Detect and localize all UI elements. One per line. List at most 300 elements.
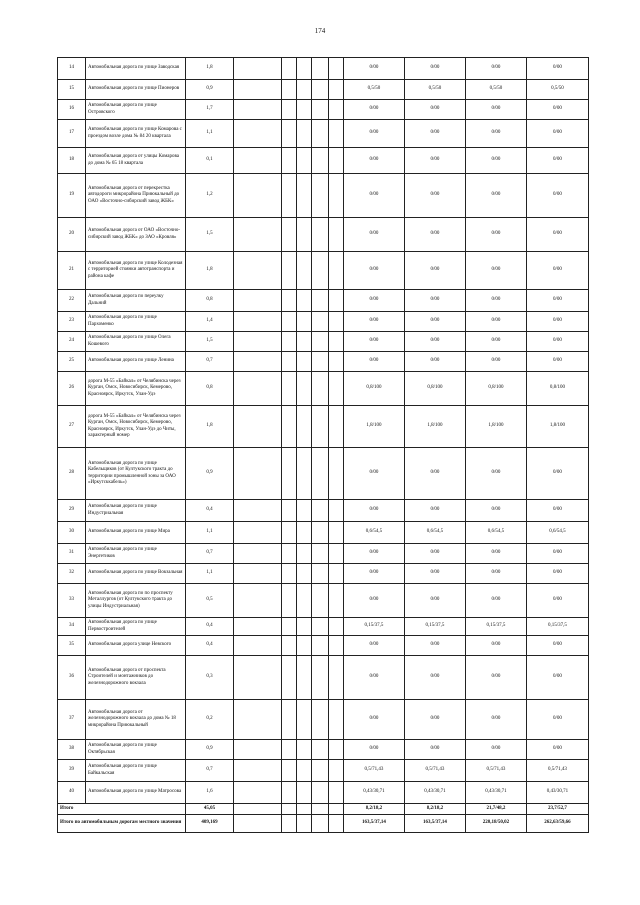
empty-cell [312, 290, 329, 312]
empty-cell [312, 564, 329, 584]
road-name: Автомобильная дорога по улице Комарова с проездом возле дома № 84 20 квартала [86, 120, 186, 148]
empty-cell [234, 120, 282, 148]
value-cell: 0/00 [344, 312, 405, 332]
empty-cell [234, 782, 282, 804]
empty-cell [329, 448, 344, 500]
value-cell: 0,6/54,5 [405, 522, 466, 544]
empty-cell [329, 584, 344, 618]
road-length: 0,9 [186, 740, 234, 760]
value-cell: 0,8/100 [527, 372, 589, 406]
value-cell: 0/00 [344, 584, 405, 618]
empty-cell [297, 656, 312, 700]
empty-cell [312, 148, 329, 174]
empty-cell [282, 804, 297, 815]
road-length: 1,1 [186, 522, 234, 544]
empty-cell [329, 618, 344, 636]
row-number: 33 [58, 584, 86, 618]
row-number: 29 [58, 500, 86, 522]
value-cell: 0/00 [466, 252, 527, 290]
road-length: 1,4 [186, 312, 234, 332]
empty-cell [297, 636, 312, 656]
road-name: Автомобильная дорога по улице Матросова [86, 782, 186, 804]
value-cell: 0/00 [405, 448, 466, 500]
value-cell: 0,5/50 [344, 80, 405, 100]
value-cell: 0/00 [405, 290, 466, 312]
road-name: дорога М-55 «Байкал» от Челябинска через Курган, Омск, Новосибирск, Кемерово, Красноярск, Иркутск, Улан-Удэ до Читы, характерный номер [86, 406, 186, 448]
total-length: 409,169 [186, 815, 234, 833]
road-length: 1,2 [186, 174, 234, 218]
road-length: 1,7 [186, 100, 234, 120]
value-cell: 0/00 [466, 148, 527, 174]
value-cell: 0/00 [466, 332, 527, 352]
empty-cell [297, 448, 312, 500]
value-cell: 0/00 [527, 120, 589, 148]
empty-cell [312, 618, 329, 636]
road-length: 0,4 [186, 618, 234, 636]
empty-cell [282, 252, 297, 290]
road-name: Автомобильная дорога по улице Вокзальная [86, 564, 186, 584]
empty-cell [297, 564, 312, 584]
row-number: 19 [58, 174, 86, 218]
empty-cell [312, 740, 329, 760]
table-row [58, 636, 589, 656]
value-cell: 0/00 [527, 584, 589, 618]
empty-cell [234, 740, 282, 760]
total-value: 8,2/18,2 [405, 804, 466, 815]
road-length: 0,7 [186, 760, 234, 782]
empty-cell [312, 656, 329, 700]
empty-cell [282, 148, 297, 174]
empty-cell [329, 700, 344, 740]
value-cell: 0/00 [344, 120, 405, 148]
empty-cell [234, 815, 282, 833]
road-name: Автомобильная дорога по улице Заводская [86, 58, 186, 80]
road-name: Автомобильная дорога по улице Энергетиков [86, 544, 186, 564]
road-name: Автомобильная дорога по улице Пархоменко [86, 312, 186, 332]
value-cell: 0/00 [344, 252, 405, 290]
empty-cell [312, 700, 329, 740]
value-cell: 0/00 [527, 218, 589, 252]
table-row [58, 372, 589, 406]
value-cell: 0,15/37,5 [405, 618, 466, 636]
empty-cell [297, 544, 312, 564]
empty-cell [312, 372, 329, 406]
road-name: Автомобильная дорога по улице Колодезная с территорией стоянки автотранспорта и района кафе [86, 252, 186, 290]
road-length: 1,1 [186, 564, 234, 584]
value-cell: 1,8/100 [527, 406, 589, 448]
value-cell: 1,8/100 [405, 406, 466, 448]
row-number: 14 [58, 58, 86, 80]
value-cell: 0,8/100 [466, 372, 527, 406]
empty-cell [234, 522, 282, 544]
table-row [58, 740, 589, 760]
road-name: Автомобильная дорога по улице Олега Кошевого [86, 332, 186, 352]
empty-cell [312, 406, 329, 448]
value-cell: 0/00 [405, 656, 466, 700]
value-cell: 0/00 [527, 656, 589, 700]
road-length: 1,8 [186, 58, 234, 80]
value-cell: 0/00 [466, 58, 527, 80]
road-length: 0,7 [186, 544, 234, 564]
value-cell: 0/00 [466, 100, 527, 120]
road-name: Автомобильная дорога по улице Индустриальная [86, 500, 186, 522]
table-row [58, 522, 589, 544]
value-cell: 0/00 [527, 148, 589, 174]
value-cell: 0,6/54,5 [466, 522, 527, 544]
road-length: 0,3 [186, 656, 234, 700]
empty-cell [234, 352, 282, 372]
value-cell: 0/00 [466, 500, 527, 522]
value-cell: 0,15/37,5 [527, 618, 589, 636]
value-cell: 0,43/30,71 [466, 782, 527, 804]
empty-cell [282, 312, 297, 332]
row-number: 35 [58, 636, 86, 656]
row-number: 37 [58, 700, 86, 740]
value-cell: 0/00 [466, 544, 527, 564]
empty-cell [329, 740, 344, 760]
empty-cell [282, 406, 297, 448]
row-number: 17 [58, 120, 86, 148]
empty-cell [282, 782, 297, 804]
row-number: 36 [58, 656, 86, 700]
road-name: Автомобильная дорога от железнодорожного вокзала до дома № 18 микрорайона Приюкальный [86, 700, 186, 740]
empty-cell [234, 218, 282, 252]
road-name: Автомобильная дорога по улице Островского [86, 100, 186, 120]
road-name: Автомобильная дорога по улице Октябрьская [86, 740, 186, 760]
value-cell: 0/00 [405, 700, 466, 740]
empty-cell [297, 58, 312, 80]
empty-cell [282, 584, 297, 618]
empty-cell [297, 80, 312, 100]
value-cell: 0/00 [466, 584, 527, 618]
total-label: Итого по автомобильным дорогам местного значения [58, 815, 186, 833]
value-cell: 0/00 [527, 448, 589, 500]
empty-cell [312, 352, 329, 372]
empty-cell [297, 120, 312, 148]
road-length: 0,4 [186, 636, 234, 656]
table-row [58, 564, 589, 584]
road-length: 0,1 [186, 148, 234, 174]
road-length: 0,5 [186, 584, 234, 618]
empty-cell [234, 760, 282, 782]
value-cell: 0/00 [527, 332, 589, 352]
empty-cell [234, 544, 282, 564]
empty-cell [297, 618, 312, 636]
empty-cell [297, 782, 312, 804]
empty-cell [234, 448, 282, 500]
value-cell: 0/00 [527, 312, 589, 332]
road-length: 1,8 [186, 406, 234, 448]
value-cell: 0/00 [405, 564, 466, 584]
row-number: 15 [58, 80, 86, 100]
empty-cell [234, 618, 282, 636]
empty-cell [312, 544, 329, 564]
table-row [58, 352, 589, 372]
empty-cell [282, 656, 297, 700]
table-row [58, 218, 589, 252]
empty-cell [234, 804, 282, 815]
value-cell: 0/00 [466, 636, 527, 656]
value-cell: 0/00 [344, 100, 405, 120]
row-number: 20 [58, 218, 86, 252]
value-cell: 0/00 [527, 700, 589, 740]
roads-table [57, 57, 589, 833]
empty-cell [329, 148, 344, 174]
row-number: 32 [58, 564, 86, 584]
value-cell: 0,6/54,5 [527, 522, 589, 544]
empty-cell [312, 174, 329, 218]
row-number: 30 [58, 522, 86, 544]
empty-cell [312, 448, 329, 500]
value-cell: 0/00 [344, 332, 405, 352]
empty-cell [312, 100, 329, 120]
empty-cell [312, 80, 329, 100]
road-length: 1,8 [186, 252, 234, 290]
grand-total-row [58, 815, 589, 833]
empty-cell [329, 406, 344, 448]
empty-cell [312, 760, 329, 782]
value-cell: 0/00 [344, 700, 405, 740]
empty-cell [329, 656, 344, 700]
value-cell: 0/00 [527, 636, 589, 656]
table-row [58, 290, 589, 312]
road-name: Автомобильная дорога от перекрестка автодороги микрорайона Приюкальный до ОАО «Восточно-сибирский завод ЖБК» [86, 174, 186, 218]
empty-cell [297, 760, 312, 782]
table-row [58, 148, 589, 174]
value-cell: 0,43/30,71 [405, 782, 466, 804]
row-number: 31 [58, 544, 86, 564]
table-row [58, 656, 589, 700]
empty-cell [282, 58, 297, 80]
empty-cell [329, 218, 344, 252]
empty-cell [234, 100, 282, 120]
empty-cell [234, 656, 282, 700]
value-cell: 0/00 [344, 448, 405, 500]
empty-cell [282, 500, 297, 522]
road-length: 0,9 [186, 80, 234, 100]
value-cell: 0/00 [405, 58, 466, 80]
empty-cell [312, 332, 329, 352]
road-length: 0,8 [186, 372, 234, 406]
total-length: 45,05 [186, 804, 234, 815]
table-row [58, 100, 589, 120]
subtotal-row [58, 804, 589, 815]
empty-cell [329, 760, 344, 782]
empty-cell [234, 252, 282, 290]
total-value: 220,18/50,02 [466, 815, 527, 833]
empty-cell [282, 80, 297, 100]
row-number: 27 [58, 406, 86, 448]
empty-cell [297, 218, 312, 252]
empty-cell [329, 120, 344, 148]
value-cell: 0/00 [344, 352, 405, 372]
value-cell: 0,15/37,5 [466, 618, 527, 636]
total-value: 163,5/37,14 [405, 815, 466, 833]
value-cell: 0/00 [466, 174, 527, 218]
value-cell: 0/00 [466, 218, 527, 252]
table-row [58, 252, 589, 290]
empty-cell [329, 80, 344, 100]
empty-cell [297, 174, 312, 218]
total-label: Итого [58, 804, 186, 815]
empty-cell [297, 815, 312, 833]
empty-cell [234, 636, 282, 656]
value-cell: 0/00 [344, 218, 405, 252]
value-cell: 0,5/50 [527, 80, 589, 100]
empty-cell [234, 584, 282, 618]
empty-cell [312, 584, 329, 618]
value-cell: 0/00 [344, 174, 405, 218]
empty-cell [329, 332, 344, 352]
road-length: 1,6 [186, 782, 234, 804]
empty-cell [329, 544, 344, 564]
value-cell: 0/00 [527, 174, 589, 218]
empty-cell [234, 500, 282, 522]
road-length: 0,7 [186, 352, 234, 372]
row-number: 16 [58, 100, 86, 120]
table-row [58, 80, 589, 100]
total-value: 163,5/37,14 [344, 815, 405, 833]
road-name: Автомобильная дорога по улице Пионеров [86, 80, 186, 100]
row-number: 38 [58, 740, 86, 760]
empty-cell [234, 80, 282, 100]
road-length: 0,8 [186, 290, 234, 312]
value-cell: 0/00 [344, 740, 405, 760]
table-row [58, 618, 589, 636]
road-name: Автомобильная дорога по улице Ленина [86, 352, 186, 372]
value-cell: 0,5/50 [405, 80, 466, 100]
empty-cell [282, 700, 297, 740]
value-cell: 0,5/71,43 [466, 760, 527, 782]
empty-cell [282, 120, 297, 148]
total-value: 262,63/59,66 [527, 815, 589, 833]
value-cell: 0/00 [466, 564, 527, 584]
value-cell: 0/00 [466, 448, 527, 500]
value-cell: 0/00 [405, 636, 466, 656]
empty-cell [312, 58, 329, 80]
value-cell: 0/00 [405, 332, 466, 352]
empty-cell [329, 636, 344, 656]
empty-cell [329, 522, 344, 544]
row-number: 25 [58, 352, 86, 372]
value-cell: 0/00 [466, 290, 527, 312]
table-row [58, 58, 589, 80]
road-length: 0,9 [186, 448, 234, 500]
total-value: 8,2/18,2 [344, 804, 405, 815]
empty-cell [282, 564, 297, 584]
road-length: 0,4 [186, 500, 234, 522]
road-name: Автомобильная дорога от улицы Комарова до дома № 65 18 квартала [86, 148, 186, 174]
empty-cell [312, 636, 329, 656]
value-cell: 0,15/37,5 [344, 618, 405, 636]
page-number: 174 [314, 27, 326, 35]
value-cell: 0,5/71,43 [405, 760, 466, 782]
value-cell: 0/00 [466, 740, 527, 760]
road-name: Автомобильная дорога по улице Кабельщиков (от Култукского тракта до территории промышленной зоны за ОАО «Иркутсккабель») [86, 448, 186, 500]
empty-cell [297, 406, 312, 448]
table-row [58, 120, 589, 148]
value-cell: 0/00 [344, 544, 405, 564]
empty-cell [234, 312, 282, 332]
empty-cell [329, 100, 344, 120]
table-row [58, 332, 589, 352]
empty-cell [312, 815, 329, 833]
empty-cell [329, 290, 344, 312]
value-cell: 0/00 [405, 740, 466, 760]
table-row [58, 500, 589, 522]
row-number: 28 [58, 448, 86, 500]
value-cell: 0/00 [405, 174, 466, 218]
road-name: Автомобильная дорога от проспекта Строителей и монтажников до железнодорожного вокзала [86, 656, 186, 700]
empty-cell [329, 372, 344, 406]
value-cell: 0/00 [344, 148, 405, 174]
row-number: 23 [58, 312, 86, 332]
empty-cell [282, 618, 297, 636]
empty-cell [282, 740, 297, 760]
value-cell: 0/00 [344, 564, 405, 584]
value-cell: 0/00 [527, 58, 589, 80]
empty-cell [282, 332, 297, 352]
empty-cell [312, 500, 329, 522]
table-row [58, 406, 589, 448]
value-cell: 0/00 [527, 352, 589, 372]
empty-cell [329, 500, 344, 522]
road-name: Автомобильная дорога по улице Первостроителей [86, 618, 186, 636]
row-number: 40 [58, 782, 86, 804]
empty-cell [297, 312, 312, 332]
empty-cell [234, 174, 282, 218]
empty-cell [297, 290, 312, 312]
empty-cell [234, 564, 282, 584]
row-number: 22 [58, 290, 86, 312]
value-cell: 0/00 [527, 544, 589, 564]
value-cell: 0/00 [405, 312, 466, 332]
empty-cell [282, 522, 297, 544]
empty-cell [297, 804, 312, 815]
value-cell: 0/00 [527, 740, 589, 760]
empty-cell [297, 148, 312, 174]
value-cell: 0,5/71,43 [527, 760, 589, 782]
empty-cell [234, 406, 282, 448]
empty-cell [329, 804, 344, 815]
empty-cell [312, 120, 329, 148]
empty-cell [312, 312, 329, 332]
empty-cell [297, 252, 312, 290]
road-length: 1,1 [186, 120, 234, 148]
value-cell: 1,8/100 [344, 406, 405, 448]
value-cell: 0/00 [466, 656, 527, 700]
row-number: 34 [58, 618, 86, 636]
road-name: Автомобильная дорога улице Невского [86, 636, 186, 656]
empty-cell [297, 352, 312, 372]
table-row [58, 700, 589, 740]
value-cell: 0,5/50 [466, 80, 527, 100]
table-row [58, 760, 589, 782]
empty-cell [329, 564, 344, 584]
empty-cell [282, 174, 297, 218]
value-cell: 0,8/100 [344, 372, 405, 406]
table-row [58, 312, 589, 332]
empty-cell [329, 312, 344, 332]
empty-cell [234, 290, 282, 312]
empty-cell [234, 148, 282, 174]
value-cell: 0/00 [405, 148, 466, 174]
empty-cell [297, 100, 312, 120]
value-cell: 0/00 [466, 312, 527, 332]
road-name: Автомобильная дорога по улице Байкальская [86, 760, 186, 782]
value-cell: 0/00 [405, 500, 466, 522]
empty-cell [282, 636, 297, 656]
